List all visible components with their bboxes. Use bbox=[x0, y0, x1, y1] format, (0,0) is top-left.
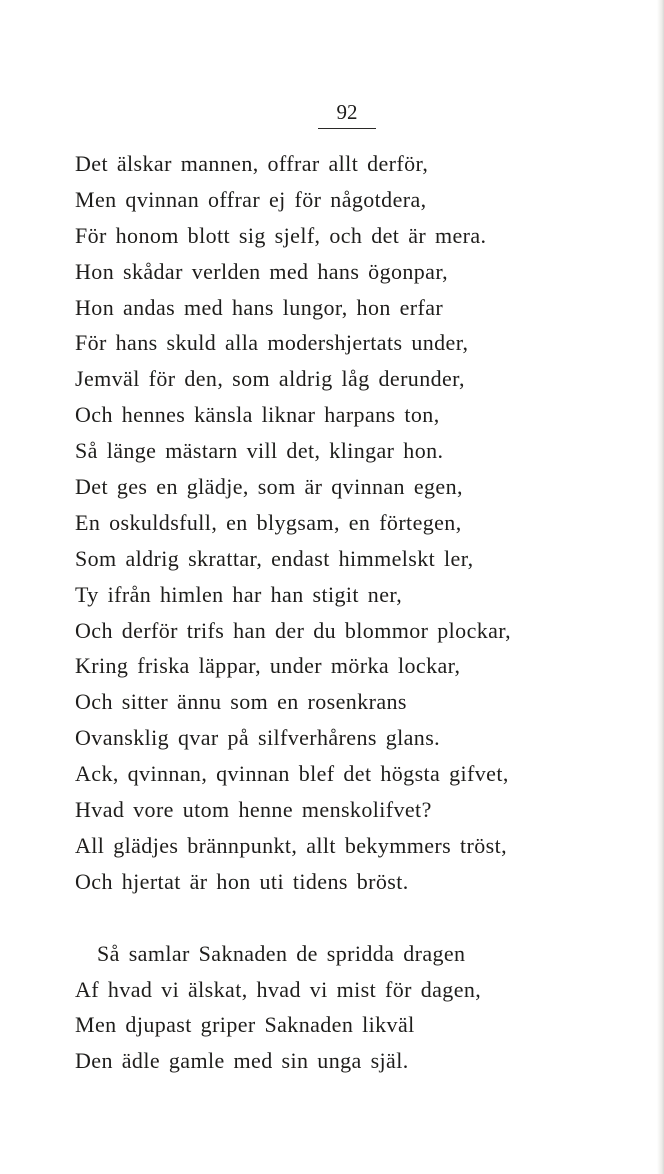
stanza-1 bbox=[75, 146, 655, 900]
poem-line: Hon andas med hans lungor, hon erfar bbox=[75, 294, 444, 320]
poem-line: Hvad vore utom henne menskolifvet? bbox=[75, 797, 432, 823]
stanza-2 bbox=[75, 936, 655, 1080]
poem-line: Det ges en glädje, som är qvinnan egen, bbox=[75, 474, 463, 500]
poem-line: Det älskar mannen, offrar allt derför, bbox=[75, 151, 429, 176]
poem-line: För hans skuld alla modershjertats under, bbox=[75, 330, 469, 356]
poem-line: Så länge mästarn vill det, klingar hon. bbox=[75, 438, 444, 464]
page-edge bbox=[657, 0, 664, 1174]
poem-line: Kring friska läppar, under mörka lockar, bbox=[75, 653, 461, 679]
poem-line: Och hennes känsla liknar harpans ton, bbox=[75, 402, 440, 428]
poem-line: Jemväl för den, som aldrig låg derunder, bbox=[75, 366, 465, 392]
poem-line: Af hvad vi älskat, hvad vi mist för dagen, bbox=[75, 976, 482, 1002]
poem-line: Som aldrig skrattar, endast himmelskt ler, bbox=[75, 545, 474, 571]
page-number: 92 bbox=[318, 100, 376, 129]
poem-line: Ovansklig qvar på silfverhårens glans. bbox=[75, 725, 441, 751]
poem-line: Men djupast griper Saknaden likväl bbox=[75, 1012, 415, 1038]
poem-line: Så samlar Saknaden de spridda dragen bbox=[97, 940, 466, 966]
poem-line: Och derför trifs han der du blommor plockar, bbox=[75, 617, 512, 643]
poem-line: All glädjes brännpunkt, allt bekymmers tröst, bbox=[75, 832, 507, 858]
poem-line: Och sitter ännu som en rosenkrans bbox=[75, 689, 407, 715]
poem-line: Ty ifrån himlen har han stigit ner, bbox=[75, 581, 403, 607]
poem-line: Och hjertat är hon uti tidens bröst. bbox=[75, 868, 409, 894]
poem-text bbox=[75, 146, 655, 1079]
poem-line: För honom blott sig sjelf, och det är mera. bbox=[75, 222, 487, 248]
poem-line: Men qvinnan offrar ej för någotdera, bbox=[75, 186, 427, 212]
poem-line: Ack, qvinnan, qvinnan blef det högsta gifvet, bbox=[75, 761, 509, 787]
poem-line: Hon skådar verlden med hans ögonpar, bbox=[75, 258, 449, 284]
poem-line: En oskuldsfull, en blygsam, en förtegen, bbox=[75, 509, 462, 535]
poem-line: Den ädle gamle med sin unga själ. bbox=[75, 1048, 409, 1074]
